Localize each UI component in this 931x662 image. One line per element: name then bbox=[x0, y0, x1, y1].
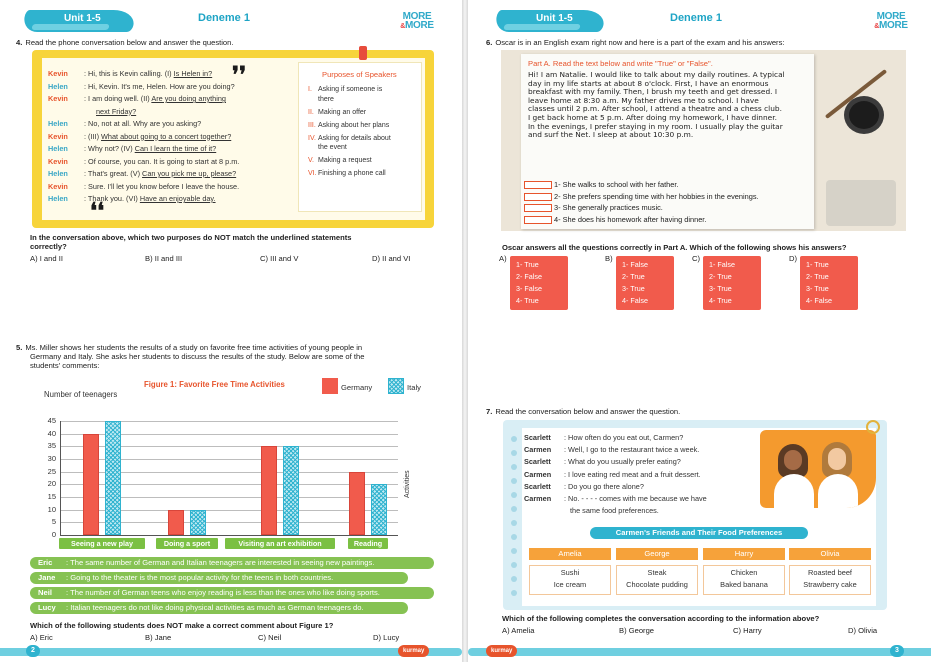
student-name: Neil bbox=[38, 588, 52, 597]
speaker-name: Helen bbox=[48, 81, 68, 91]
underlined-statement: Can you pick me up, please? bbox=[142, 169, 237, 178]
purpose-text: Asking if someone is bbox=[318, 86, 383, 93]
speaker-name: Carmen bbox=[524, 494, 552, 503]
student-comment bbox=[38, 572, 333, 584]
footer-bar-right bbox=[468, 648, 931, 656]
comment-text: : Italian teenagers do not like doing physical activities as much as German teenagers do. bbox=[66, 603, 364, 612]
passage-line: classes until 2 p.m. After school, I attend a theatre and a chess club. bbox=[528, 104, 782, 114]
conversation-line bbox=[48, 70, 212, 79]
statement: 4- She does his homework after having dinner. bbox=[554, 214, 707, 224]
speaker-name: Helen bbox=[48, 119, 68, 128]
answer-line: 1- True bbox=[806, 260, 829, 269]
q4-option-c[interactable]: C) III and V bbox=[260, 254, 299, 263]
purpose-item bbox=[308, 135, 391, 143]
answer-line: 2- True bbox=[806, 272, 829, 281]
line-text: : Do you go there alone? bbox=[564, 481, 644, 491]
chart-title: Figure 1: Favorite Free Time Activities bbox=[144, 380, 285, 389]
conversation-line bbox=[48, 133, 231, 142]
unit-label: Unit 1-5 bbox=[64, 13, 101, 24]
answer-letter[interactable]: D) bbox=[789, 254, 798, 263]
legend-swatch-germany bbox=[322, 378, 338, 394]
friend-name: Harry bbox=[703, 548, 785, 560]
line-text: : No. - - - - comes with me because we have bbox=[564, 494, 707, 503]
speaker-name: Scarlett bbox=[524, 457, 551, 467]
answer-line: 4- False bbox=[806, 296, 832, 305]
brand-logo-right: kurmay bbox=[486, 645, 517, 657]
binder-dot bbox=[511, 534, 517, 540]
answer-option-a[interactable] bbox=[510, 256, 568, 310]
answer-line: 2- True bbox=[622, 272, 645, 281]
purpose-text: Finishing a phone call bbox=[318, 170, 386, 177]
q5-option-a[interactable]: A) Eric bbox=[30, 633, 53, 642]
y-tick-label: 5 bbox=[51, 517, 56, 527]
student-name: Eric bbox=[38, 558, 53, 567]
purpose-item bbox=[308, 122, 389, 130]
speaker-name: Carmen bbox=[524, 469, 552, 479]
binder-dot bbox=[511, 506, 517, 512]
purpose-text: Making a request bbox=[318, 157, 372, 164]
passage-line: and surf the Net. I sleep at about 10:30 p.m. bbox=[528, 130, 694, 140]
student-comment bbox=[38, 587, 380, 599]
conversation-line bbox=[524, 507, 659, 516]
speaker-name: Kevin bbox=[48, 131, 68, 141]
line-text: : Sure. I'll let you know before I leave the house. bbox=[84, 181, 240, 191]
answer-blank[interactable] bbox=[524, 216, 552, 224]
y-axis bbox=[60, 421, 61, 535]
q6-question: Oscar answers all the questions correctly in Part A. Which of the following shows his answers? bbox=[502, 243, 847, 252]
purpose-text: the event bbox=[318, 144, 347, 151]
q7-prompt: 7. Read the conversation below and answer the question. bbox=[486, 407, 681, 416]
food-item: Sushi bbox=[560, 568, 580, 577]
unit-banner-left bbox=[24, 10, 134, 32]
underlined-statement: Have an enjoyable day. bbox=[139, 194, 216, 203]
speaker-name: Scarlett bbox=[524, 433, 551, 442]
speaker-name: Carmen bbox=[524, 445, 552, 455]
q4-option-a[interactable]: A) I and II bbox=[30, 254, 63, 263]
q7-question: Which of the following completes the conversation according to the information above? bbox=[502, 614, 820, 623]
answer-option-d[interactable] bbox=[800, 256, 858, 310]
conversation-line bbox=[48, 120, 201, 129]
underlined-statement: Can I learn the time of it? bbox=[134, 144, 217, 153]
pin-icon bbox=[359, 46, 367, 60]
line-text: : Hi, this is Kevin calling. (I) bbox=[84, 69, 174, 78]
answer-line: 4- True bbox=[516, 296, 539, 305]
more-logo-left: MORE &MORE bbox=[400, 11, 434, 31]
bar-italy bbox=[105, 421, 121, 535]
q7-option-c[interactable]: C) Harry bbox=[733, 626, 762, 635]
more-logo-right: MORE &MORE bbox=[874, 11, 908, 31]
binder-dot bbox=[511, 576, 517, 582]
speaker-name: Kevin bbox=[48, 69, 68, 78]
x-axis bbox=[60, 535, 398, 536]
line-text: : I am doing well. (II) bbox=[84, 94, 152, 103]
purpose-text: Making an offer bbox=[318, 108, 367, 116]
line-text: : How often do you eat out, Carmen? bbox=[564, 433, 684, 442]
line-text: : Well, I go to the restaurant twice a week. bbox=[564, 445, 700, 455]
category-label: Doing a sport bbox=[156, 538, 218, 549]
binder-dot bbox=[511, 590, 517, 596]
roman-numeral: I. bbox=[308, 86, 312, 93]
food-item: Roasted beef bbox=[808, 568, 852, 577]
purposes-title: Purposes of Speakers bbox=[322, 70, 397, 79]
food-table-title: Carmen's Friends and Their Food Preferences bbox=[590, 527, 808, 539]
legend-label-italy: Italy bbox=[407, 383, 421, 392]
y-tick-label: 30 bbox=[47, 454, 56, 463]
q5-option-c[interactable]: C) Neil bbox=[258, 633, 282, 642]
exam-title-left: Deneme 1 bbox=[198, 12, 250, 24]
y-tick-label: 45 bbox=[47, 416, 56, 425]
unit-label-right: Unit 1-5 bbox=[536, 13, 573, 24]
line-text: : I love eating red meat and a fruit dessert. bbox=[564, 469, 701, 479]
q5-prompt: 5. Ms. Miller shows her students the results of a study on favorite free time activities of young people in Germany and Italy. She asks her students to discuss the results of the study. Below are some of the students' comments: bbox=[16, 343, 365, 370]
line-text: : Why not? (IV) bbox=[84, 144, 135, 153]
chart-xlabel: Activities bbox=[404, 470, 411, 498]
food-item: Steak bbox=[647, 568, 667, 577]
category-label: Visiting an art exhibition bbox=[225, 538, 335, 549]
conversation-line bbox=[48, 183, 239, 192]
y-tick-label: 10 bbox=[47, 504, 56, 514]
bar-italy bbox=[190, 510, 206, 535]
footer-bar-left bbox=[0, 648, 462, 656]
y-tick-label: 35 bbox=[47, 441, 56, 451]
friend-name: George bbox=[616, 548, 698, 560]
purpose-item bbox=[308, 109, 366, 117]
answer-line: 4- True bbox=[709, 296, 732, 305]
answer-letter[interactable]: B) bbox=[605, 254, 613, 263]
quote-close-icon: ❛❛ bbox=[90, 198, 105, 224]
page-number-right: 3 bbox=[890, 645, 904, 657]
food-item: Ice cream bbox=[553, 580, 587, 589]
q4-option-d[interactable]: D) II and VI bbox=[372, 254, 411, 263]
answer-line: 3- True bbox=[622, 284, 645, 293]
answer-line: 1- False bbox=[622, 260, 648, 269]
answer-line: 3- True bbox=[709, 284, 732, 293]
exam-title-right: Deneme 1 bbox=[670, 12, 722, 24]
roman-numeral: V. bbox=[308, 157, 314, 164]
speaker-name: Helen bbox=[48, 144, 68, 153]
q6-part-title: Part A. Read the text below and write "True" or "False". bbox=[528, 59, 713, 68]
line-text: : That's great. (V) bbox=[84, 169, 143, 178]
speaker-name: Kevin bbox=[48, 156, 68, 166]
line-text: : Of course, you can. It is going to start at 8 p.m. bbox=[84, 156, 240, 166]
passage-line: Hi! I am Natalie. I would like to talk about my daily routines. A typical bbox=[528, 70, 785, 79]
roman-numeral: IV. bbox=[308, 134, 316, 142]
answer-letter[interactable]: C) bbox=[692, 254, 701, 263]
comment-text: : The same number of German and Italian teenagers are interested in seeing new paintings. bbox=[66, 558, 375, 567]
food-item: Chicken bbox=[730, 568, 758, 577]
line-text: : What do you usually prefer eating? bbox=[564, 457, 681, 467]
bar-germany bbox=[349, 472, 365, 535]
bar-italy bbox=[283, 446, 299, 535]
answer-blank[interactable] bbox=[524, 181, 552, 189]
speaker-name: Helen bbox=[48, 194, 68, 203]
answer-line: 1- True bbox=[516, 260, 539, 269]
q7-option-b[interactable]: B) George bbox=[619, 626, 655, 635]
bar-germany bbox=[83, 434, 99, 535]
purpose-text: Asking about her plans bbox=[318, 121, 390, 129]
speaker-name: Kevin bbox=[48, 181, 68, 191]
purpose-item bbox=[308, 170, 386, 178]
line-text: : Thank you. (VI) bbox=[84, 194, 140, 203]
speaker-name: Kevin bbox=[48, 94, 68, 103]
legend-swatch-italy bbox=[388, 378, 404, 394]
q4-prompt: 4. Read the phone conversation below and answer the question. bbox=[16, 38, 234, 47]
answer-option-c[interactable] bbox=[703, 256, 761, 310]
bar-italy bbox=[371, 484, 387, 535]
food-item: Strawberry cake bbox=[803, 580, 857, 589]
cup-icon bbox=[840, 92, 890, 138]
binder-dot bbox=[511, 562, 517, 568]
q7-option-d[interactable]: D) Olivia bbox=[848, 626, 878, 635]
student-name: Jane bbox=[38, 573, 56, 582]
q4-question: In the conversation above, which two purposes do NOT match the underlined statements correctly? bbox=[30, 233, 352, 251]
y-tick-label: 40 bbox=[47, 428, 56, 438]
conversation-line bbox=[524, 458, 681, 467]
passage-line: I get back home at 5 p.m. After doing my homework, I have dinner. bbox=[528, 113, 777, 122]
underlined-statement: next Friday? bbox=[96, 106, 137, 116]
purpose-item bbox=[308, 86, 382, 94]
binder-dot bbox=[511, 478, 517, 484]
conversation-line bbox=[48, 108, 136, 117]
bar-germany bbox=[261, 446, 277, 535]
underlined-statement: Is Helen in? bbox=[173, 69, 213, 78]
q5-option-d[interactable]: D) Lucy bbox=[373, 633, 400, 642]
category-label: Reading bbox=[348, 538, 388, 549]
student-comment bbox=[38, 602, 364, 614]
underlined-statement: What about going to a concert together? bbox=[101, 131, 232, 141]
conversation-line bbox=[48, 83, 235, 92]
bar-germany bbox=[168, 510, 184, 535]
comment-text: : The number of German teens who enjoy reading is less than the ones who like doing sports. bbox=[66, 588, 380, 597]
passage-line: In the evenings, I prefer staying in my room. I usually play the guitar bbox=[528, 121, 783, 131]
page-number-left: 2 bbox=[26, 645, 40, 657]
q5-option-b[interactable]: B) Jane bbox=[145, 633, 172, 642]
comment-text: : Going to the theater is the most popular activity for the teens in both countries. bbox=[66, 573, 334, 582]
line-text: : Hi, Kevin. It's me, Helen. How are you doing? bbox=[84, 81, 235, 91]
friend-name: Olivia bbox=[789, 548, 871, 560]
binder-dot bbox=[511, 450, 517, 456]
friends-photo bbox=[760, 430, 876, 508]
conversation-line bbox=[48, 195, 216, 204]
y-tick-label: 25 bbox=[47, 466, 56, 476]
line-text: the same food preferences. bbox=[570, 506, 659, 516]
food-item: Baked banana bbox=[720, 580, 768, 589]
conversation-line bbox=[524, 446, 699, 455]
roman-numeral: III. bbox=[308, 121, 316, 129]
roman-numeral: VI. bbox=[308, 170, 317, 177]
quote-open-icon: ❜❜ bbox=[232, 62, 247, 88]
conversation-line bbox=[524, 434, 683, 443]
conversation-line bbox=[48, 145, 216, 154]
answer-line: 1- False bbox=[709, 260, 735, 269]
answer-letter[interactable]: A) bbox=[499, 254, 507, 263]
answer-line: 2- True bbox=[709, 272, 732, 281]
purpose-item bbox=[308, 144, 347, 152]
purpose-item bbox=[308, 157, 372, 165]
speaker-name: Helen bbox=[48, 169, 68, 178]
roman-numeral: II. bbox=[308, 108, 314, 116]
answer-option-b[interactable] bbox=[616, 256, 674, 310]
conversation-line bbox=[524, 471, 701, 480]
line-text: : No, not at all. Why are you asking? bbox=[84, 119, 202, 128]
purpose-text: Asking for details about bbox=[318, 134, 391, 142]
student-name: Lucy bbox=[38, 603, 56, 612]
answer-blank[interactable] bbox=[524, 193, 552, 201]
binder-dot bbox=[511, 464, 517, 470]
student-comment bbox=[38, 557, 374, 569]
statement: 2- She prefers spending time with her hobbies in the evenings. bbox=[554, 191, 759, 201]
food-item: Chocolate pudding bbox=[626, 580, 688, 589]
conversation-line bbox=[524, 495, 707, 504]
binder-dot bbox=[511, 548, 517, 554]
y-tick-label: 20 bbox=[47, 479, 56, 489]
passage-line: leave home at 8:30 a.m. My father drives me to school. I have bbox=[528, 95, 759, 105]
friend-name: Amelia bbox=[529, 548, 611, 560]
brand-logo-left: kurmay bbox=[398, 645, 429, 657]
purpose-item bbox=[308, 96, 334, 104]
conversation-line bbox=[524, 483, 644, 492]
answer-line: 3- True bbox=[806, 284, 829, 293]
purpose-text: there bbox=[318, 95, 334, 103]
category-label: Seeing a new play bbox=[59, 538, 145, 549]
y-tick-label: 0 bbox=[51, 530, 56, 539]
paperclip-icon bbox=[866, 420, 880, 434]
q5-question: Which of the following students does NOT make a correct comment about Figure 1? bbox=[30, 621, 334, 630]
answer-line: 3- False bbox=[516, 284, 542, 293]
line-text: : (III) bbox=[84, 131, 102, 141]
statement: 1- She walks to school with her father. bbox=[554, 180, 679, 189]
binder-dot bbox=[511, 520, 517, 526]
q6-prompt: 6. Oscar is in an English exam right now and here is a part of the exam and his answers: bbox=[486, 38, 785, 47]
answer-line: 2- False bbox=[516, 272, 542, 281]
y-tick-label: 15 bbox=[47, 492, 56, 501]
chart-ylabel: Number of teenagers bbox=[44, 390, 118, 399]
answer-line: 4- False bbox=[622, 296, 648, 305]
speaker-name: Scarlett bbox=[524, 481, 551, 491]
conversation-line bbox=[48, 170, 236, 179]
paper-shadow bbox=[826, 180, 896, 226]
statement: 3- She generally practices music. bbox=[554, 203, 663, 212]
conversation-line bbox=[48, 95, 226, 104]
passage-line: day in my life starts at about 8 o'clock. First, I have an enormous bbox=[528, 78, 769, 88]
unit-banner-right bbox=[496, 10, 604, 32]
binder-dot bbox=[511, 436, 517, 442]
conversation-line bbox=[48, 158, 239, 167]
answer-blank[interactable] bbox=[524, 204, 552, 212]
passage-line: breakfast with my family. Then, I brush my teeth and get dressed. I bbox=[528, 87, 778, 97]
underlined-statement: Are you doing anything bbox=[151, 94, 226, 103]
binder-dot bbox=[511, 492, 517, 498]
q7-option-a[interactable]: A) Amelia bbox=[502, 626, 535, 635]
q4-option-b[interactable]: B) II and III bbox=[145, 254, 183, 263]
legend-label-germany: Germany bbox=[341, 383, 373, 392]
